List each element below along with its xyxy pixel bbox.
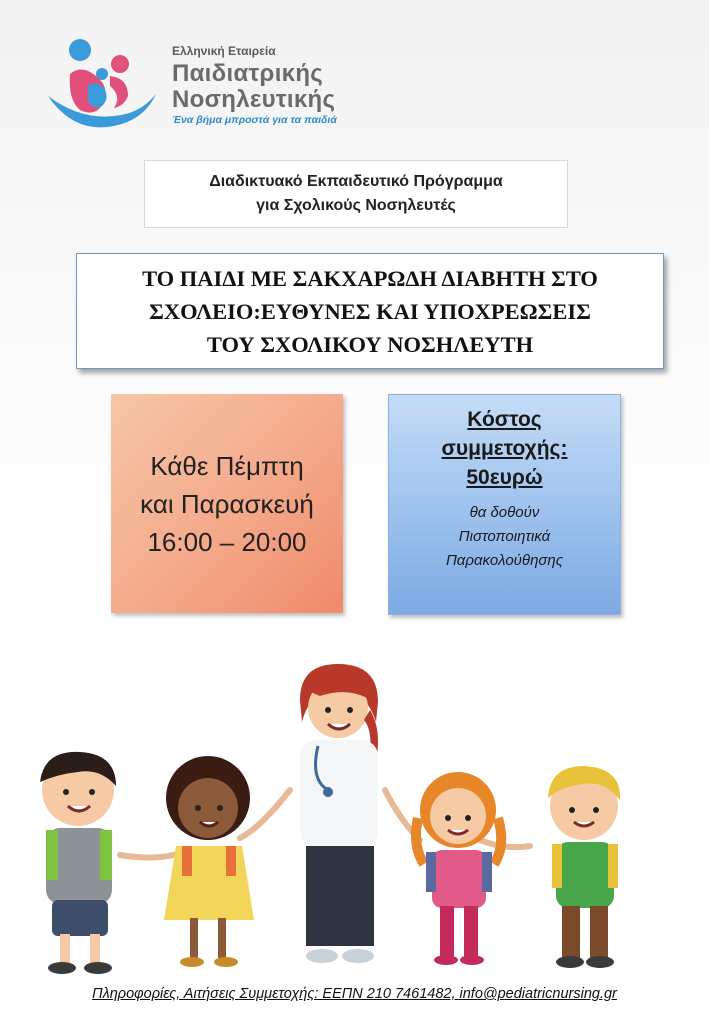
cost-label: Κόστος (467, 408, 542, 431)
certificate-note-line1: θα δοθούν (469, 504, 540, 521)
nurse-figure (300, 664, 378, 963)
girl-curly-figure (164, 756, 254, 967)
boy-left-figure (40, 752, 116, 974)
girl-orange-hair-figure (416, 772, 501, 965)
course-title-line2: ΣΧΟΛΕΙΟ:ΕΥΘΥΝΕΣ ΚΑΙ ΥΠΟΧΡΕΩΣΕΙΣ (149, 298, 591, 324)
cost-heading (389, 405, 620, 492)
schedule-box (111, 394, 343, 613)
boy-right-figure (548, 766, 620, 968)
certificate-note-line3: Παρακολούθησης (445, 552, 564, 569)
organization-logo (44, 34, 374, 144)
contact-info-text: Πληροφορίες, Αιτήσεις Συμμετοχής: ΕΕΠΝ 210 7461482, info@pediatricnursing.gr (92, 986, 617, 1002)
course-title-box (76, 253, 664, 369)
schedule-day1: Κάθε Πέμπτη (150, 450, 304, 481)
schedule-day2: και Παρασκευή (140, 488, 314, 519)
org-tagline: Ένα βήμα μπροστά για τα παιδιά (172, 114, 337, 126)
contact-footer (0, 986, 709, 1002)
org-name-line2: Παιδιατρικής (172, 60, 324, 87)
program-heading-box (144, 160, 568, 228)
nurse-children-illustration (0, 650, 709, 980)
cost-amount: 50ευρώ (466, 466, 543, 489)
certificate-note (389, 501, 620, 573)
cost-label-participation: συμμετοχής: (441, 437, 568, 460)
logo-icon (44, 34, 164, 139)
course-title-line3: ΤΟΥ ΣΧΟΛΙΚΟΥ ΝΟΣΗΛΕΥΤΗ (206, 331, 534, 357)
course-title-line1: ΤΟ ΠΑΙΔΙ ΜΕ ΣΑΚΧΑΡΩΔΗ ΔΙΑΒΗΤΗ ΣΤΟ (142, 265, 598, 291)
cost-box (388, 394, 621, 615)
org-name-line3: Νοσηλευτικής (172, 86, 336, 113)
program-line2: για Σχολικούς Νοσηλευτές (256, 197, 456, 214)
certificate-note-line2: Πιστοποιητικά (458, 528, 551, 545)
schedule-time: 16:00 – 20:00 (147, 526, 307, 557)
program-line1: Διαδικτυακό Εκπαιδευτικό Πρόγραμμα (209, 173, 503, 190)
org-name-line1: Ελληνική Εταιρεία (172, 44, 276, 58)
